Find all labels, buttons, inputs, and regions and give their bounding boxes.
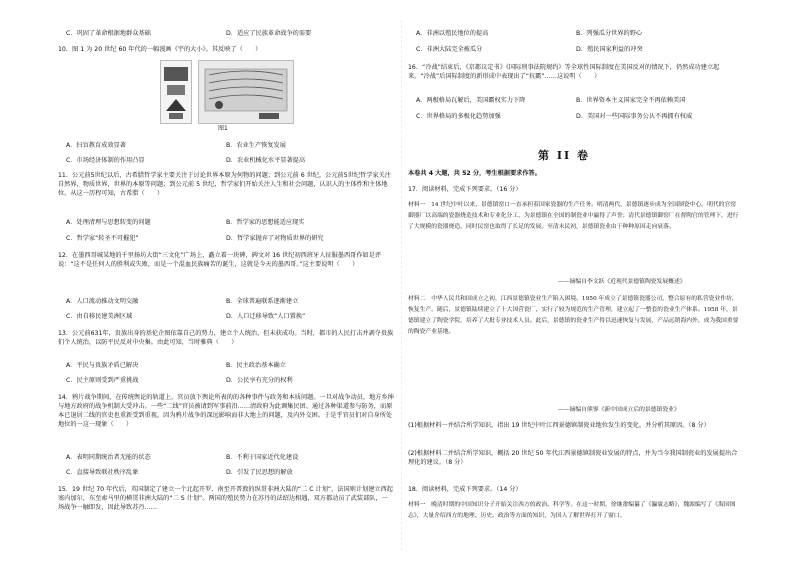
q17-material-2: 材料二 中华人民共和国成立之初，江西景德镇瓷业生产陷入困境。1950 年成立了景德镇瓷器公司，整合原有的私营瓷业作坊，恢复生产。随后，景德镇陆续建立了十大国营瓷厂，实行了较为规范的生产管理，建立起了一整套的瓷业生产体系。1958 年，景德镇建立了陶瓷学院，培养了大批专业技术人员。此后，景德镇的瓷业生产得以迅速恢复与发展，产品远销海内外，成为我国重要的陶瓷产业基地。	[408, 296, 739, 335]
q10-option-c: C．市场经济体制的作用凸显	[66, 157, 145, 164]
q12-stem: 12．在墨西哥城某地的千里扬坊大街“三文化”广场上，矗立着一块碑，碑文对 16 世纪初西班牙人征服墨西哥作如是评说：“这不是任何人的胜利或失败，而是一个混血民族痛苦的诞生，这就是今天的墨西哥。”这主要说明（ ）	[58, 252, 382, 268]
q12-option-c: C．由自移民建美洲区域	[66, 313, 133, 320]
q16-stem: 16．“冷战”结束后，《京都议定书》《国际刑事法院规约》等全球性国际制度在美国反对的情况下，仍然成功建立起来。“冷战”后国际制度的新形成中表现出了“抗霸”……这说明（ ）	[408, 64, 720, 80]
q10-stem: 10．图 1 为 20 世纪 60 年代的一幅漫画《宇的大小》。其反映了（ ）	[58, 46, 262, 53]
q16-option-b: B．世界资本主义国家完全不再依赖美国	[576, 97, 686, 104]
q13-option-a: A．平民与贵族矛盾已解决	[66, 362, 139, 369]
right-column	[408, 0, 740, 562]
q13-option-d: D．公民享有充分的权利	[226, 377, 293, 384]
q18-material-1: 材料一 晚清时期的中国知识分子开始关注西方的政治、科学等。在这一时期，徐继畬编纂了《瀛寰志略》，魏源编写了《海国图志》，大量介绍西方的地理、历史、政治等方面的知识，为国人了解世界打开了窗口。	[408, 502, 736, 519]
q16-option-d: D．美国对一些国际事务公认不再拥有权威	[576, 113, 693, 120]
q11-option-a: A．处理清理与思想转变的问题	[66, 219, 151, 226]
q14-option-b: B．不利于国家近代化建设	[226, 454, 299, 461]
cartoon-panel-left	[160, 60, 192, 124]
cartoon-drawing-right	[199, 61, 293, 123]
q17-task-1: (1)根据材料一并结合所学知识，指出 19 世纪中叶江西景德镇制瓷业地位发生的变化，并分析其原因。（8 分）	[408, 422, 710, 429]
q15-option-a: A．非洲以殖民地位的提高	[416, 30, 489, 37]
q12-option-d: D．人口迁移导致“人口置换”	[226, 313, 306, 320]
q11-option-d: D．哲学家抛弃了对物质世界的研究	[226, 235, 324, 242]
q11-stem: 11．公元前5世纪以后，古希腊哲学家主要关注于讨论世界本原为何物的问题；到公元前 6 世纪，公元前5世纪哲学家关注自然界，物质世界，世界的本原等问题；到公元前 5 世纪，哲学家们开始关注人生和社会问题，认识人的主体性和主体地位。从这一历程可知，古希腊（ ）	[58, 172, 391, 197]
q13-option-b: B．民主政治基本确立	[226, 362, 286, 369]
q14-stem: 14．鸦片战争期间，在传统舆论的轨道上，官员放下舆论所表的的各种事件与政务和本质问题。一旦对战争动员，地方乡绅与地方政府的战争机制大受冲击。一些“二线”官员被请到军事前沿……清政府为此调集民团、通过各种渠道参与防务，而原本已退居二线的官吏也重新受到重视。因为鸦片战争的深远影响而非大地上的问题，及内外交困。于是乎官员们对自身所处地位的一这一现象（ ）	[58, 394, 394, 428]
q14-option-d: D．引发了民思想的解放	[226, 469, 293, 476]
q16-option-a: A．两极格局瓦解后，美国霸权实力下降	[416, 97, 526, 104]
q15-option-b: B．列强瓜分世界的野心	[576, 30, 643, 37]
q13-stem: 13．公元前631年，贵族出身的基伦企图依靠自己的势力，建立个人统治，但未获成功。当时，都市的人民打击并剥夺贵族们个人统治，以防平民反对中央集。由此可知，当时雅典（ ）	[58, 330, 394, 346]
q17-task-2: (2)根据材料二并结合所学知识，概括 20 世纪 50 年代江西景德镇制瓷业发展的特点，并为当今我国制瓷业的发展提出合理化的建议。（8 分）	[408, 450, 738, 466]
q17-material-2-source: ——摘编自熊寥《新中国成立后的景德镇瓷业》	[558, 407, 680, 413]
column-divider	[401, 20, 402, 550]
q16-option-c: C．世界格局的多极化趋势加强	[416, 113, 501, 120]
q14-option-c: C．直接导致联社秩序乱象	[66, 469, 139, 476]
q11-option-c: C．哲学家“转圣不可摧犯”	[66, 235, 139, 242]
section-note: 本卷共 4 大题，共 52 分，考生根据要求作答。	[408, 170, 541, 177]
q12-option-a: A．人口流动推动文明交融	[66, 298, 139, 305]
q17-stem: 17．阅读材料，完成下列要求。（16 分）	[408, 186, 522, 193]
q17-material-1: 材料一 14 世纪中叶以来，景德镇窑口一直承担着国家瓷器的生产任务。明清两代，景德镇逐步成为全国制瓷中心。明代的官窑御器厂以高端的瓷器烧造技术和专业化分工，为景德镇在全国的制瓷业中赢得了声誉；清代景德镇御窑厂在督陶官的管理下，进行了大规模的瓷器烧造，同时民窑也取得了长足的发展。至清末民初，景德镇瓷业由于种种原因走向衰落。	[408, 202, 739, 230]
q13-option-c: C．民主原则受到严重挑战	[66, 377, 139, 384]
q15-option-d: D．殖民国家利益的冲突	[576, 46, 643, 53]
q17-material-1-source: ——摘编自李文跃《近现代景德镇陶瓷发展概述》	[558, 279, 686, 285]
figure-1-label: 图1	[218, 125, 228, 132]
q10-option-a: A．扫盲教育成效显著	[66, 142, 126, 149]
q18-stem: 18．阅读材料，完成下列要求。（14 分）	[408, 486, 522, 493]
q12-option-b: B．全球普遍联系逐渐建立	[226, 298, 299, 305]
q9-option-c: C．巩固了革命根据地群众基础	[66, 30, 151, 37]
q15-stem: 15．19 世纪 70 年代后，英国制定了建立一个北起开罗、南至开普敦的纵贯非洲大陆的“二 C 计划”，法国则计划建立西起塞内加尔，东至索马里的横贯非洲大陆的“二 S 计划”。两国的殖民势力在苏丹的法绍达相遇，双方都动员了武装部队，一场战争一触即发，因此导致苏丹……	[58, 486, 393, 511]
section-title: 第 II 卷	[538, 149, 590, 162]
q10-option-d: D．农业机械化水平显著提高	[226, 157, 306, 164]
q9-option-d: D．适应了民族革命战争的需要	[226, 30, 312, 37]
q11-option-b: B．哲学家的思想能适应现实	[226, 219, 305, 226]
q14-option-a: A．表明同期统治者无能的状态	[66, 454, 151, 461]
cartoon-panel-right	[198, 60, 294, 124]
q15-option-c: C．非洲大陆完全被瓜分	[416, 46, 483, 53]
cartoon-drawing-left	[161, 61, 191, 123]
left-column	[58, 0, 394, 562]
q10-option-b: B．农业生产恢复发展	[226, 142, 286, 149]
